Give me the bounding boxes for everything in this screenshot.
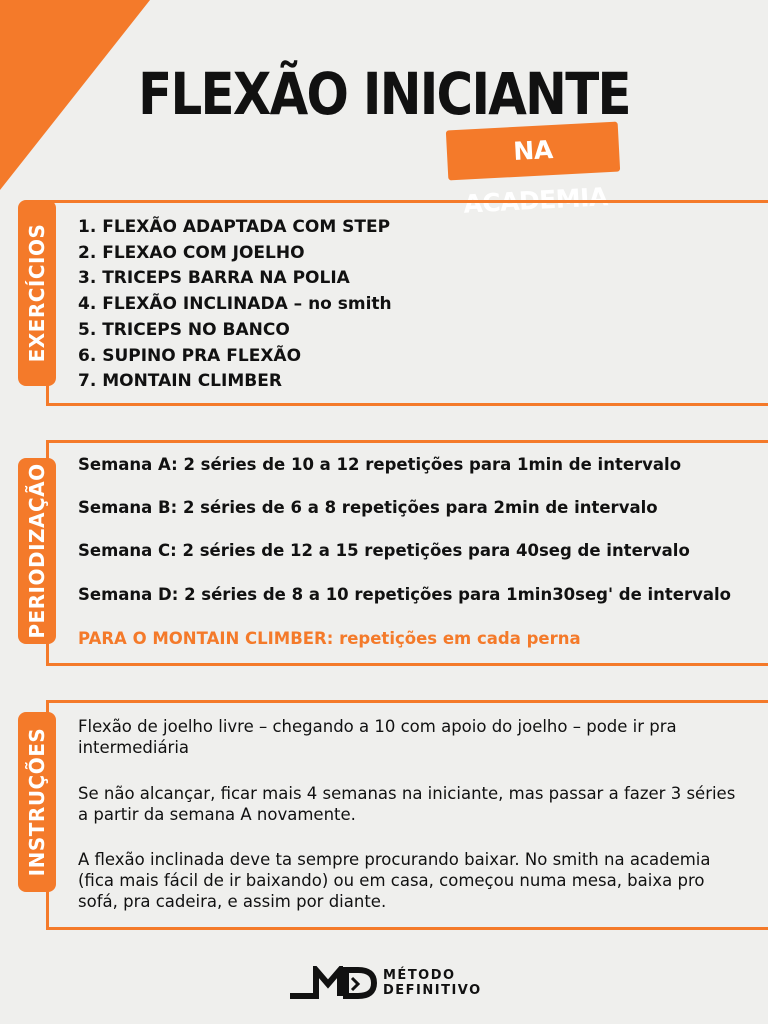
list-item: 2. FLEXAO COM JOELHO: [78, 242, 305, 263]
instruction-paragraph: A flexão inclinada deve ta sempre procurando baixar. No smith na academia (fica mais fácil de ir baixando) ou em casa, começou numa mesa, baixa pro sofá, pra cadeira, e assim por diante.: [78, 850, 711, 911]
instrucoes-label: INSTRUÇÕES: [25, 727, 49, 877]
periodizacao-tab: [18, 458, 56, 644]
exercicios-tab: [18, 200, 56, 386]
instruction-paragraph: Flexão de joelho livre – chegando a 10 com apoio do joelho – pode ir pra intermediária: [78, 717, 677, 757]
list-item: 3. TRICEPS BARRA NA POLIA: [78, 268, 350, 289]
logo-wordmark: MÉTODO DEFINITIVO: [383, 968, 482, 998]
list-item: 6. SUPINO PRA FLEXÃO: [78, 345, 302, 366]
montain-climber-note: PARA O MONTAIN CLIMBER: repetições em cada perna: [78, 629, 581, 648]
metodo-definitivo-logo: [288, 966, 488, 1002]
page-title: FLEXÃO INICIANTE: [138, 60, 630, 128]
md-logo-icon: [288, 966, 378, 1002]
page-subtitle-badge: NA ACADEMIA: [446, 122, 620, 181]
week-line: Semana A: 2 séries de 10 a 12 repetições para 1min de intervalo: [78, 455, 682, 474]
week-line: Semana C: 2 séries de 12 a 15 repetições para 40seg de intervalo: [78, 541, 690, 560]
exercicios-label: EXERCÍCIOS: [25, 223, 49, 363]
list-item: 5. TRICEPS NO BANCO: [78, 319, 290, 340]
periodizacao-label: PERIODIZAÇÃO: [25, 463, 49, 639]
list-item: 1. FLEXÃO ADAPTADA COM STEP: [78, 217, 391, 237]
week-line: Semana B: 2 séries de 6 a 8 repetições para 2min de intervalo: [78, 498, 658, 517]
list-item: 4. FLEXÃO INCLINADA – no smith: [78, 294, 392, 315]
list-item: 7. MONTAIN CLIMBER: [78, 371, 282, 392]
week-line: Semana D: 2 séries de 8 a 10 repetições para 1min30seg' de intervalo: [78, 585, 732, 604]
instrucoes-tab: [18, 712, 56, 892]
exercise-list: [78, 215, 392, 395]
instruction-paragraph: Se não alcançar, ficar mais 4 semanas na iniciante, mas passar a fazer 3 séries a partir da semana A novamente.: [78, 784, 736, 824]
